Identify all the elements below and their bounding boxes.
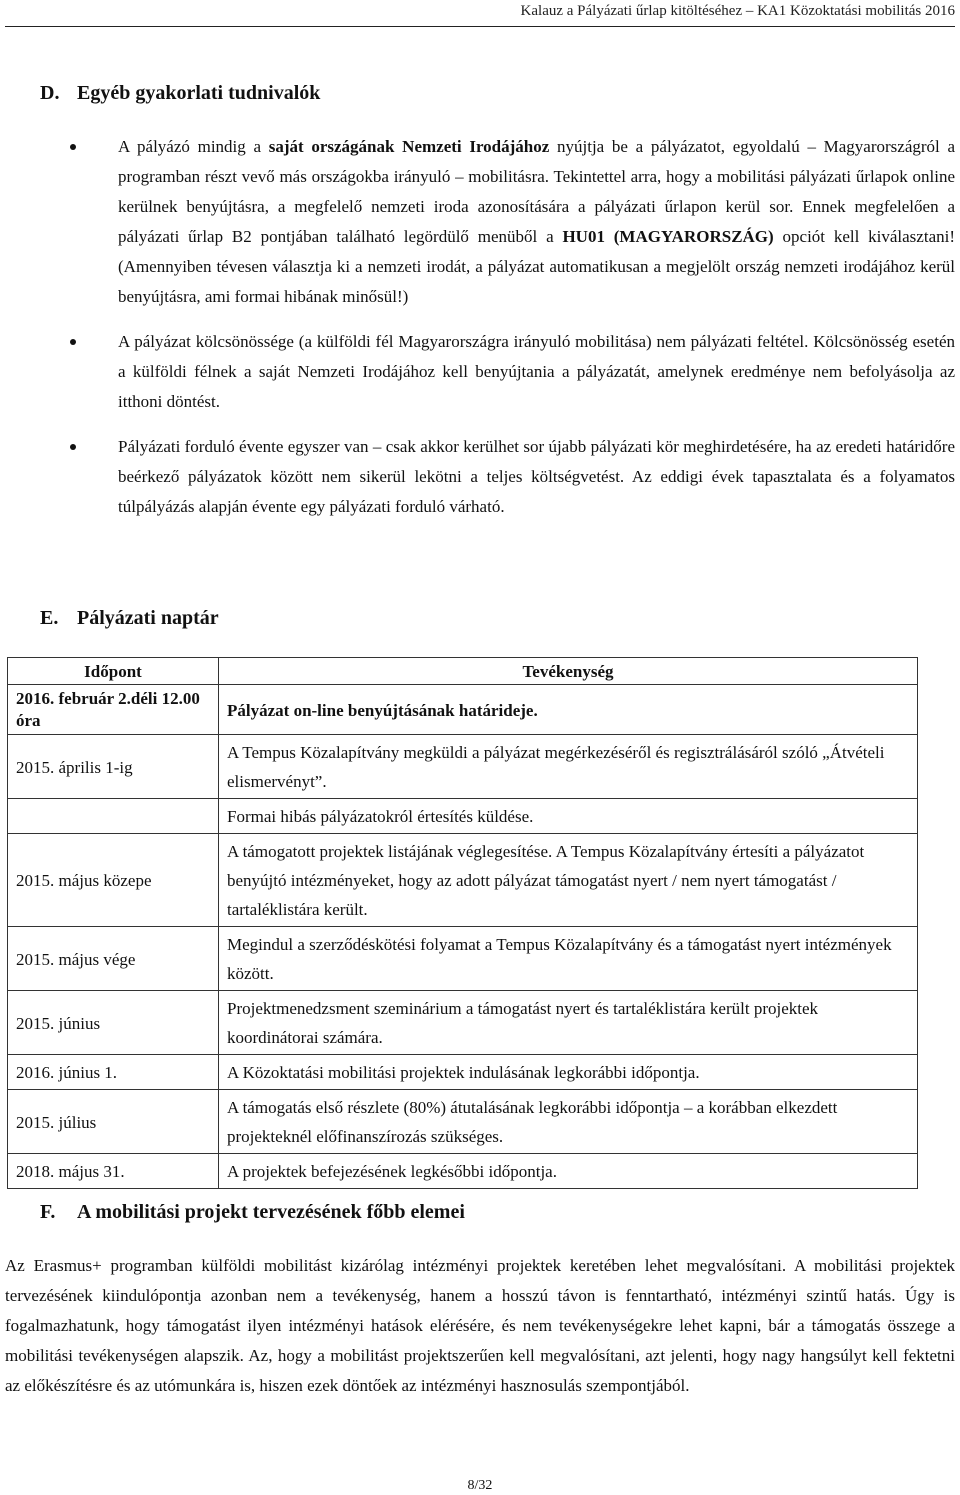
date-cell: 2015. május közepe bbox=[8, 834, 219, 927]
bullet-item bbox=[70, 327, 955, 417]
table-row bbox=[8, 927, 918, 991]
bullet-text-part: opciót kell kiválasztani! (Amennyiben tévesen választja ki a nemzeti irodát, a pályázat automatikusan a megjelölt ország nemzeti irodájához kerül benyújtásra, ami formai hibának minősül!) bbox=[118, 227, 955, 306]
date-cell: 2015. április 1-ig bbox=[8, 735, 219, 799]
bullet-dot-icon bbox=[70, 339, 76, 345]
section-f-paragraph: Az Erasmus+ programban külföldi mobilitást kizárólag intézményi projektek keretében lehet megvalósítani. A mobilitási projektek tervezésének kiindulópontja azonban nem a tevékenység, hanem a hosszú távon is fenntartható, intézményi szintű hatás. Úgy is fogalmazhatunk, hogy támogatást ilyen intézményi hatások elérésére, és nem tevékenységekre lehet kapni, bár a támogatás összege a mobilitási tevékenységen alapszik. Az, hogy a mobilitást projektszerűen kell megvalósítani, azt jelenti, hogy nagy hangsúlyt kell fektetni az előkészítésre és az utómunkára is, hiszen ezek döntőek az intézményi hasznosulás szempontjából. bbox=[5, 1256, 955, 1395]
bullet-text-part: A pályázó mindig a bbox=[118, 137, 269, 156]
bullet-bold-text: saját országának Nemzeti Irodájához bbox=[268, 137, 550, 156]
table-row bbox=[8, 834, 918, 927]
activity-cell: A projektek befejezésének legkésőbbi időpontja. bbox=[219, 1154, 918, 1189]
date-cell bbox=[8, 799, 219, 834]
activity-cell: Megindul a szerződéskötési folyamat a Tempus Közalapítvány és a támogatást nyert intézmények között. bbox=[219, 927, 918, 991]
bullet-item bbox=[70, 132, 955, 312]
activity-cell: A támogatott projektek listájának véglegesítése. A Tempus Közalapítvány értesíti a pályázatot benyújtó intézményeket, hogy az adott pályázat támogatást nyert / nem nyert támogatást / tartaléklistára került. bbox=[219, 834, 918, 927]
bullet-text: Pályázati forduló évente egyszer van – csak akkor kerülhet sor újabb pályázati kör meghirdetésére, ha az eredeti határidőre beérkező pályázatok között nem sikerül lekötni a teljes költségvetést. Az eddigi évek tapasztalata és a folyamatos túlpályázás alapján évente egy pályázati forduló várható. bbox=[118, 437, 955, 516]
section-e-heading bbox=[40, 607, 219, 630]
table-row bbox=[8, 1090, 918, 1154]
activity-cell: Pályázat on-line benyújtásának határideje. bbox=[219, 685, 918, 735]
table-header-row bbox=[8, 658, 918, 685]
date-cell: 2016. február 2.déli 12.00 óra bbox=[8, 685, 219, 735]
schedule-table bbox=[7, 657, 918, 1189]
section-d-heading bbox=[40, 82, 320, 105]
table-row bbox=[8, 1055, 918, 1090]
table-header-date: Időpont bbox=[8, 658, 219, 685]
date-cell: 2015. június bbox=[8, 991, 219, 1055]
date-cell: 2015. május vége bbox=[8, 927, 219, 991]
activity-cell: Projektmenedzsment szeminárium a támogatást nyert és tartaléklistára került projektek koordinátorai számára. bbox=[219, 991, 918, 1055]
section-f-letter: F. bbox=[40, 1201, 56, 1223]
table-row bbox=[8, 735, 918, 799]
section-d-title: Egyéb gyakorlati tudnivalók bbox=[77, 82, 321, 104]
running-header: Kalauz a Pályázati űrlap kitöltéséhez – KA1 Közoktatási mobilitás 2016 bbox=[520, 3, 955, 19]
section-d-bullet-list bbox=[70, 132, 955, 537]
bullet-text: A pályázat kölcsönössége (a külföldi fél Magyarországra irányuló mobilitása) nem pályázati feltétel. Kölcsönösség esetén a külföldi félnek a saját Nemzeti Irodájához kell benyújtania a pályázatát, amelynek eredménye nem befolyásolja az itthoni döntést. bbox=[118, 332, 955, 411]
section-e-letter: E. bbox=[40, 607, 59, 629]
bullet-dot-icon bbox=[70, 444, 76, 450]
activity-cell: A Közoktatási mobilitási projektek indulásának legkorábbi időpontja. bbox=[219, 1055, 918, 1090]
table-header-activity: Tevékenység bbox=[219, 658, 918, 685]
header-rule bbox=[5, 26, 955, 27]
section-d-letter: D. bbox=[40, 82, 60, 104]
table-row bbox=[8, 1154, 918, 1189]
activity-cell: A támogatás első részlete (80%) átutalásának legkorábbi időpontja – a korábban elkezdett projekteknél előfinanszírozás szükséges. bbox=[219, 1090, 918, 1154]
table-row bbox=[8, 799, 918, 834]
date-cell: 2018. május 31. bbox=[8, 1154, 219, 1189]
date-cell: 2016. június 1. bbox=[8, 1055, 219, 1090]
table-row bbox=[8, 685, 918, 735]
date-cell: 2015. július bbox=[8, 1090, 219, 1154]
table-row bbox=[8, 991, 918, 1055]
section-f-title: A mobilitási projekt tervezésének főbb elemei bbox=[77, 1201, 465, 1223]
bullet-text bbox=[118, 132, 955, 312]
section-e-title: Pályázati naptár bbox=[77, 607, 219, 629]
bullet-dot-icon bbox=[70, 144, 76, 150]
bullet-text-part: nyújtja be a pályázatot, egyoldalú – Magyarországról a programban részt vevő más országokba irányuló – mobilitásra. Tekintettel arra, hogy a mobilitási pályázati űrlapok online kerülnek benyújtásra, a megfelelő nemzeti iroda azonosítására a pályázati űrlapon kerül sor. Ennek megfelelően a pályázati űrlap B2 pontjában található legördülő menüből a bbox=[118, 137, 956, 246]
bullet-bold-text: HU01 (MAGYARORSZÁG) bbox=[562, 227, 774, 246]
activity-cell: A Tempus Közalapítvány megküldi a pályázat megérkezéséről és regisztrálásáról szóló „Átvételi elismervényt”. bbox=[219, 735, 918, 799]
activity-cell: Formai hibás pályázatokról értesítés küldése. bbox=[219, 799, 918, 834]
bullet-item bbox=[70, 432, 955, 522]
page-number: 8/32 bbox=[467, 1478, 493, 1493]
section-f-heading bbox=[40, 1201, 465, 1224]
